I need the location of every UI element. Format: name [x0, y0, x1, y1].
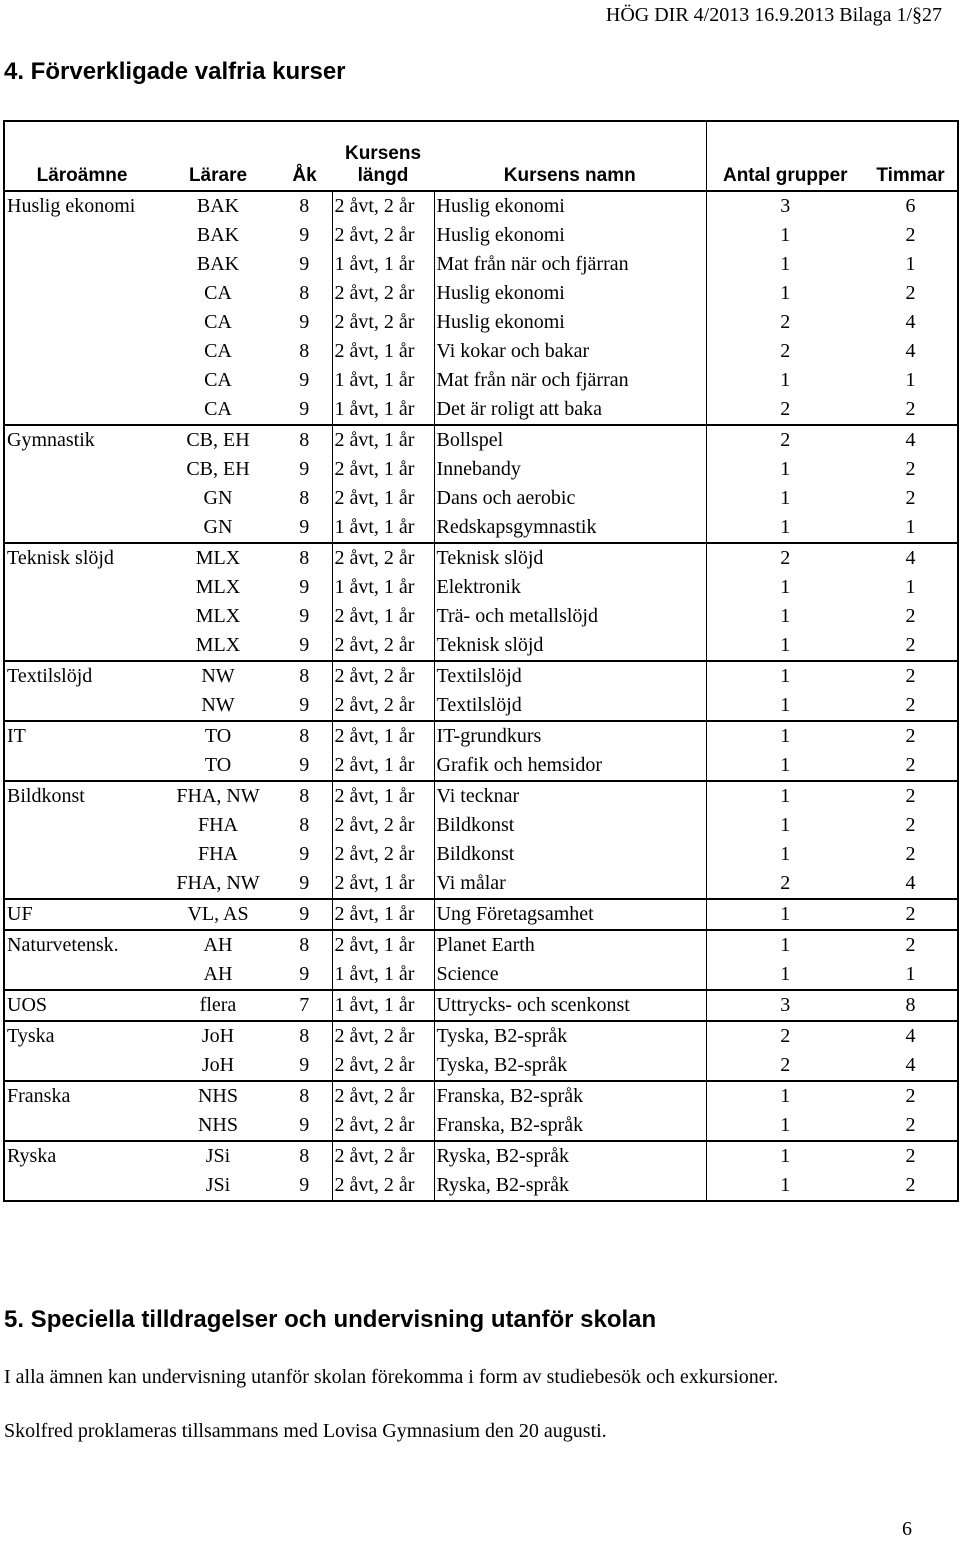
- cell-hours: 4: [864, 425, 958, 455]
- cell-groups: 1: [706, 250, 864, 279]
- cell-hours: 2: [905, 487, 916, 509]
- cell-hours: 1: [905, 963, 916, 985]
- header-subject: Läroämne: [36, 165, 128, 186]
- table-row: [4, 573, 958, 602]
- cell-hours: 4: [864, 543, 958, 573]
- cell-teacher: NW: [159, 661, 277, 691]
- cell-groups: 1: [706, 1111, 864, 1141]
- cell-groups: 1: [706, 602, 864, 631]
- cell-groups: 1: [706, 691, 864, 721]
- cell-subject: [4, 221, 159, 250]
- cell-groups: 1: [706, 366, 864, 395]
- cell-hours: 2: [864, 1141, 958, 1171]
- cell-groups: 1: [706, 811, 864, 840]
- cell-hours: 2: [864, 781, 958, 811]
- cell-hours: 4: [905, 872, 916, 894]
- cell-hours: 1: [905, 516, 916, 538]
- cell-length: 1 åvt, 1 år: [332, 573, 434, 602]
- cell-teacher: BAK: [196, 195, 240, 217]
- cell-hours: 2: [905, 458, 916, 480]
- cell-hours: 4: [905, 1054, 916, 1076]
- cell-course-name: Uttrycks- och scenkonst: [434, 990, 706, 1021]
- cell-course-name: Ung Företagsamhet: [434, 899, 706, 930]
- table-row: [4, 869, 958, 899]
- cell-groups: 2: [706, 395, 864, 425]
- cell-course-name: Innebandy: [434, 455, 706, 484]
- cell-length: 2 åvt, 2 år: [332, 631, 434, 661]
- table-row: [4, 337, 958, 366]
- cell-teacher: MLX: [159, 543, 277, 573]
- table-row: [4, 250, 958, 279]
- cell-course-name: Tyska, B2-språk: [434, 1021, 706, 1051]
- cell-teacher: JoH: [201, 1054, 235, 1076]
- table-row: [4, 811, 958, 840]
- cell-hours: 2: [864, 721, 958, 751]
- cell-groups: 2: [706, 869, 864, 899]
- table-body: [4, 191, 958, 1201]
- cell-groups: 2: [706, 1021, 864, 1051]
- cell-hours: 4: [864, 1021, 958, 1051]
- cell-subject: IT: [4, 721, 159, 751]
- page-number: 6: [902, 1518, 912, 1540]
- section-5-heading: 5. Speciella tilldragelser och undervisning utanför skolan: [4, 1306, 657, 1333]
- cell-length: 2 åvt, 2 år: [332, 840, 434, 869]
- cell-subject: [4, 840, 159, 869]
- cell-grade: 8: [299, 282, 310, 304]
- cell-length: 2 åvt, 1 år: [332, 781, 434, 811]
- cell-hours: 2: [905, 694, 916, 716]
- cell-length: 2 åvt, 2 år: [332, 221, 434, 250]
- cell-hours: 4: [905, 340, 916, 362]
- cell-course-name: Dans och aerobic: [434, 484, 706, 513]
- cell-course-name: Planet Earth: [434, 930, 706, 960]
- paragraph-school-peace: Skolfred proklameras tillsammans med Lovisa Gymnasium den 20 augusti.: [4, 1420, 607, 1442]
- cell-hours: 2: [905, 605, 916, 627]
- cell-grade: 9: [299, 754, 310, 776]
- table-row: [4, 425, 958, 455]
- cell-subject: [4, 484, 159, 513]
- cell-groups: 1: [706, 930, 864, 960]
- cell-subject: Teknisk slöjd: [4, 543, 159, 573]
- cell-groups: 1: [706, 721, 864, 751]
- cell-teacher: BAK: [196, 253, 240, 275]
- table-row: [4, 308, 958, 337]
- cell-hours: 2: [905, 282, 916, 304]
- cell-length: 2 åvt, 2 år: [332, 1111, 434, 1141]
- cell-grade: 9: [299, 1174, 310, 1196]
- cell-grade: 9: [277, 899, 332, 930]
- cell-teacher: JSi: [205, 1174, 231, 1196]
- cell-teacher: FHA: [197, 843, 238, 865]
- table-row: [4, 1021, 958, 1051]
- cell-course-name: Mat från när och fjärran: [434, 250, 706, 279]
- cell-teacher: MLX: [195, 605, 241, 627]
- cell-grade: 7: [277, 990, 332, 1021]
- table-row: [4, 1081, 958, 1111]
- cell-teacher: NHS: [197, 1114, 238, 1136]
- cell-groups: 1: [706, 279, 864, 308]
- cell-grade: 9: [299, 1114, 310, 1136]
- cell-teacher: AH: [203, 963, 233, 985]
- cell-hours: 2: [905, 224, 916, 246]
- cell-grade: 9: [299, 398, 310, 420]
- cell-subject: [4, 1051, 159, 1081]
- cell-groups: 1: [706, 455, 864, 484]
- cell-course-name: Teknisk slöjd: [434, 631, 706, 661]
- cell-teacher: MLX: [195, 634, 241, 656]
- cell-course-name: Bildkonst: [434, 840, 706, 869]
- table-header-row: [4, 121, 958, 191]
- cell-grade: 9: [299, 369, 310, 391]
- table-row: [4, 279, 958, 308]
- cell-groups: 1: [706, 1171, 864, 1201]
- cell-course-name: Huslig ekonomi: [434, 279, 706, 308]
- cell-subject: [4, 366, 159, 395]
- cell-length: 1 åvt, 1 år: [332, 990, 434, 1021]
- cell-subject: Huslig ekonomi: [7, 195, 136, 217]
- table-row: [4, 721, 958, 751]
- cell-grade: 9: [299, 516, 310, 538]
- cell-course-name: Elektronik: [434, 573, 706, 602]
- cell-course-name: Textilslöjd: [434, 691, 706, 721]
- cell-subject: Tyska: [4, 1021, 159, 1051]
- cell-grade: 8: [277, 1141, 332, 1171]
- cell-hours: 1: [905, 253, 916, 275]
- header-groups: Antal grupper: [706, 121, 864, 191]
- cell-hours: 6: [905, 195, 916, 217]
- cell-teacher: TO: [159, 721, 277, 751]
- cell-groups: 1: [706, 960, 864, 990]
- cell-grade: 8: [299, 814, 310, 836]
- cell-length: 2 åvt, 1 år: [332, 425, 434, 455]
- header-grade: Åk: [292, 165, 317, 186]
- cell-groups: 1: [706, 221, 864, 250]
- table-row: [4, 602, 958, 631]
- cell-hours: 2: [905, 814, 916, 836]
- cell-teacher: MLX: [195, 576, 241, 598]
- cell-course-name: Textilslöjd: [434, 661, 706, 691]
- cell-groups: 1: [706, 484, 864, 513]
- cell-course-name: IT-grundkurs: [434, 721, 706, 751]
- cell-grade: 9: [299, 224, 310, 246]
- cell-length: 2 åvt, 2 år: [332, 543, 434, 573]
- cell-length: 2 åvt, 2 år: [332, 191, 434, 221]
- cell-hours: 8: [864, 990, 958, 1021]
- cell-hours: 1: [905, 576, 916, 598]
- cell-course-name: Science: [434, 960, 706, 990]
- cell-length: 2 åvt, 2 år: [332, 691, 434, 721]
- cell-length: 1 åvt, 1 år: [332, 250, 434, 279]
- cell-length: 2 åvt, 2 år: [332, 811, 434, 840]
- table-row: [4, 1111, 958, 1141]
- cell-groups: 1: [706, 840, 864, 869]
- cell-hours: 2: [864, 930, 958, 960]
- header-hours: Timmar: [876, 165, 945, 186]
- cell-teacher: CA: [204, 340, 232, 362]
- cell-grade: 8: [277, 661, 332, 691]
- cell-groups: 2: [706, 543, 864, 573]
- cell-course-name: Huslig ekonomi: [434, 191, 706, 221]
- header-course-name: Kursens namn: [503, 165, 636, 186]
- courses-table: [3, 120, 959, 1202]
- cell-teacher: CB, EH: [186, 458, 250, 480]
- header-length: [332, 121, 434, 191]
- table-row: [4, 691, 958, 721]
- cell-length: 2 åvt, 2 år: [332, 1171, 434, 1201]
- cell-subject: [4, 691, 159, 721]
- cell-hours: 2: [864, 1081, 958, 1111]
- cell-subject: [4, 1111, 159, 1141]
- cell-course-name: Tyska, B2-språk: [434, 1051, 706, 1081]
- cell-course-name: Vi kokar och bakar: [434, 337, 706, 366]
- section-4-heading: 4. Förverkligade valfria kurser: [4, 58, 346, 85]
- cell-course-name: Bildkonst: [434, 811, 706, 840]
- cell-hours: 2: [864, 899, 958, 930]
- table-row: [4, 221, 958, 250]
- table-row: [4, 455, 958, 484]
- cell-grade: 9: [299, 458, 310, 480]
- table-row: [4, 840, 958, 869]
- cell-groups: 3: [706, 191, 864, 221]
- cell-course-name: Bollspel: [434, 425, 706, 455]
- cell-grade: 9: [299, 634, 310, 656]
- table-row: [4, 1051, 958, 1081]
- cell-subject: [4, 337, 159, 366]
- table-row: [4, 661, 958, 691]
- cell-subject: UOS: [4, 990, 159, 1021]
- cell-subject: [4, 308, 159, 337]
- cell-length: 2 åvt, 1 år: [332, 602, 434, 631]
- cell-subject: [4, 869, 159, 899]
- cell-subject: Bildkonst: [4, 781, 159, 811]
- cell-course-name: Franska, B2-språk: [434, 1081, 706, 1111]
- cell-grade: 9: [299, 576, 310, 598]
- cell-length: 2 åvt, 1 år: [332, 751, 434, 781]
- cell-length: 2 åvt, 1 år: [332, 721, 434, 751]
- cell-subject: [4, 631, 159, 661]
- table-row: [4, 960, 958, 990]
- cell-teacher: NHS: [159, 1081, 277, 1111]
- cell-teacher: CA: [204, 398, 232, 420]
- cell-grade: 9: [299, 605, 310, 627]
- cell-course-name: Huslig ekonomi: [434, 221, 706, 250]
- cell-subject: [4, 455, 159, 484]
- cell-course-name: Ryska, B2-språk: [434, 1171, 706, 1201]
- cell-grade: 8: [277, 1021, 332, 1051]
- cell-hours: 2: [905, 634, 916, 656]
- cell-subject: [4, 811, 159, 840]
- cell-length: 1 åvt, 1 år: [332, 960, 434, 990]
- cell-course-name: Det är roligt att baka: [434, 395, 706, 425]
- cell-course-name: Vi målar: [434, 869, 706, 899]
- cell-length: 1 åvt, 1 år: [332, 513, 434, 543]
- cell-groups: 1: [706, 513, 864, 543]
- cell-grade: 8: [277, 930, 332, 960]
- cell-length: 2 åvt, 1 år: [332, 455, 434, 484]
- cell-subject: [4, 1171, 159, 1201]
- cell-grade: 9: [299, 253, 310, 275]
- header-length-line1: Kursens: [344, 143, 422, 164]
- cell-grade: 8: [299, 487, 310, 509]
- table-row: [4, 513, 958, 543]
- cell-hours: 2: [905, 1174, 916, 1196]
- paragraph-excursions: I alla ämnen kan undervisning utanför skolan förekomma i form av studiebesök och exkursioner.: [4, 1366, 779, 1388]
- cell-length: 2 åvt, 2 år: [332, 1081, 434, 1111]
- cell-subject: [4, 573, 159, 602]
- cell-course-name: Teknisk slöjd: [434, 543, 706, 573]
- cell-hours: 2: [905, 843, 916, 865]
- header-length-line2: längd: [357, 165, 409, 186]
- table-row: [4, 631, 958, 661]
- cell-course-name: Mat från när och fjärran: [434, 366, 706, 395]
- cell-grade: 9: [299, 1054, 310, 1076]
- cell-groups: 3: [706, 990, 864, 1021]
- cell-teacher: NW: [201, 694, 235, 716]
- cell-length: 2 åvt, 2 år: [332, 661, 434, 691]
- cell-subject: [4, 395, 159, 425]
- cell-groups: 1: [706, 1081, 864, 1111]
- cell-groups: 1: [706, 899, 864, 930]
- cell-length: 2 åvt, 1 år: [332, 930, 434, 960]
- cell-grade: 9: [299, 843, 310, 865]
- cell-course-name: Trä- och metallslöjd: [434, 602, 706, 631]
- cell-groups: 1: [706, 661, 864, 691]
- table-row: [4, 543, 958, 573]
- cell-subject: [4, 513, 159, 543]
- cell-teacher: JSi: [159, 1141, 277, 1171]
- table-row: [4, 751, 958, 781]
- cell-grade: 8: [299, 195, 310, 217]
- cell-teacher: flera: [159, 990, 277, 1021]
- cell-hours: 2: [905, 1114, 916, 1136]
- cell-subject: UF: [4, 899, 159, 930]
- cell-subject: Franska: [4, 1081, 159, 1111]
- cell-subject: Ryska: [4, 1141, 159, 1171]
- cell-hours: 2: [905, 398, 916, 420]
- table-row: [4, 990, 958, 1021]
- cell-subject: [4, 751, 159, 781]
- cell-teacher: FHA: [197, 814, 238, 836]
- cell-hours: 2: [905, 754, 916, 776]
- cell-length: 2 åvt, 2 år: [332, 1021, 434, 1051]
- cell-subject: [4, 279, 159, 308]
- cell-teacher: CA: [204, 282, 232, 304]
- cell-teacher: TO: [204, 754, 232, 776]
- table-row: [4, 395, 958, 425]
- table-row: [4, 366, 958, 395]
- cell-grade: 8: [277, 543, 332, 573]
- cell-groups: 1: [706, 573, 864, 602]
- cell-grade: 8: [277, 781, 332, 811]
- table-row: [4, 1141, 958, 1171]
- cell-length: 1 åvt, 1 år: [332, 366, 434, 395]
- cell-teacher: FHA, NW: [159, 781, 277, 811]
- cell-teacher: CA: [204, 311, 232, 333]
- cell-length: 2 åvt, 1 år: [332, 899, 434, 930]
- cell-grade: 9: [299, 872, 310, 894]
- cell-subject: [4, 602, 159, 631]
- cell-length: 1 åvt, 1 år: [332, 395, 434, 425]
- cell-length: 2 åvt, 1 år: [332, 869, 434, 899]
- cell-teacher: FHA, NW: [176, 872, 260, 894]
- cell-groups: 2: [706, 425, 864, 455]
- cell-subject: [4, 960, 159, 990]
- cell-subject: Naturvetensk.: [4, 930, 159, 960]
- cell-course-name: Ryska, B2-språk: [434, 1141, 706, 1171]
- cell-groups: 1: [706, 781, 864, 811]
- cell-length: 2 åvt, 2 år: [332, 1051, 434, 1081]
- header-teacher: Lärare: [188, 165, 248, 186]
- cell-course-name: Franska, B2-språk: [434, 1111, 706, 1141]
- table-row: [4, 1171, 958, 1201]
- cell-groups: 2: [706, 337, 864, 366]
- cell-length: 2 åvt, 2 år: [332, 279, 434, 308]
- cell-teacher: VL, AS: [159, 899, 277, 930]
- table-row: [4, 899, 958, 930]
- cell-teacher: AH: [159, 930, 277, 960]
- cell-grade: 9: [299, 963, 310, 985]
- cell-groups: 1: [706, 751, 864, 781]
- cell-teacher: BAK: [196, 224, 240, 246]
- cell-groups: 1: [706, 1141, 864, 1171]
- cell-groups: 2: [706, 308, 864, 337]
- cell-course-name: Huslig ekonomi: [434, 308, 706, 337]
- cell-grade: 9: [299, 694, 310, 716]
- cell-subject: Textilslöjd: [4, 661, 159, 691]
- cell-teacher: GN: [203, 487, 233, 509]
- cell-course-name: Redskapsgymnastik: [434, 513, 706, 543]
- cell-course-name: Vi tecknar: [434, 781, 706, 811]
- cell-subject: Gymnastik: [4, 425, 159, 455]
- cell-length: 2 åvt, 2 år: [332, 308, 434, 337]
- cell-grade: 8: [299, 340, 310, 362]
- table-row: [4, 484, 958, 513]
- cell-teacher: CA: [204, 369, 232, 391]
- cell-hours: 4: [905, 311, 916, 333]
- cell-course-name: Grafik och hemsidor: [434, 751, 706, 781]
- cell-groups: 1: [706, 631, 864, 661]
- cell-teacher: CB, EH: [159, 425, 277, 455]
- table-row: [4, 781, 958, 811]
- cell-length: 2 åvt, 1 år: [332, 337, 434, 366]
- cell-grade: 8: [277, 1081, 332, 1111]
- cell-grade: 8: [277, 425, 332, 455]
- cell-teacher: JoH: [159, 1021, 277, 1051]
- cell-length: 2 åvt, 2 år: [332, 1141, 434, 1171]
- document-header: HÖG DIR 4/2013 16.9.2013 Bilaga 1/§27: [605, 4, 942, 26]
- table-row: [4, 191, 958, 221]
- cell-subject: [4, 250, 159, 279]
- cell-length: 2 åvt, 1 år: [332, 484, 434, 513]
- cell-grade: 8: [277, 721, 332, 751]
- table-row: [4, 930, 958, 960]
- cell-groups: 2: [706, 1051, 864, 1081]
- cell-teacher: GN: [203, 516, 233, 538]
- cell-grade: 9: [299, 311, 310, 333]
- cell-hours: 1: [905, 369, 916, 391]
- cell-hours: 2: [864, 661, 958, 691]
